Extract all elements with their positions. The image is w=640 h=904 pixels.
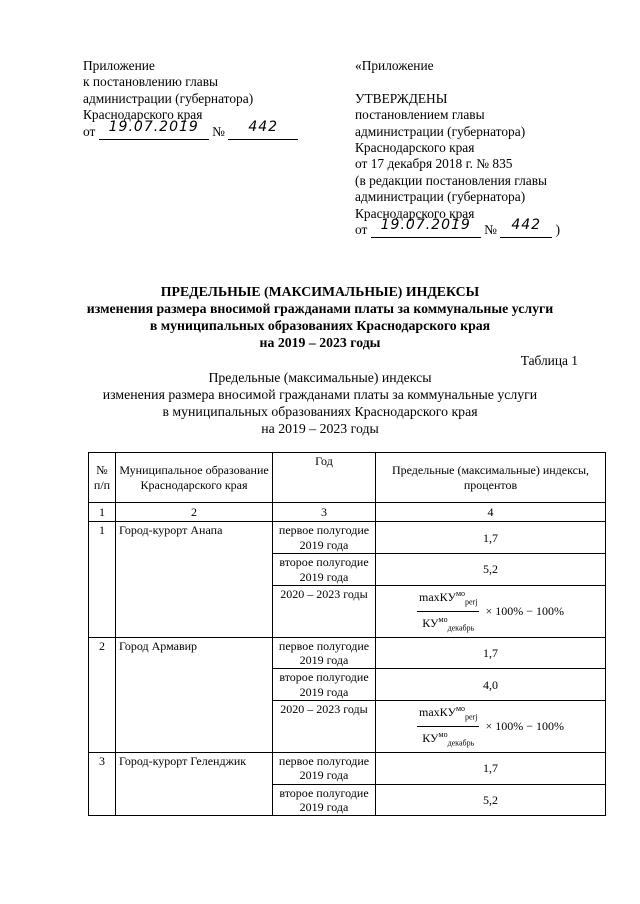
row-municipality: Город Армавир [116, 637, 273, 752]
left-date-line [83, 119, 313, 140]
formula-numerator: maxКУ$^{мо}_{perj}$ [417, 587, 479, 612]
right-date-prefix: от [355, 222, 368, 238]
formula-denominator: $КУ^{мо}_{декабрь}$ [422, 730, 475, 748]
title-line-4: на 2019 – 2023 годы [259, 335, 381, 350]
right-date-handwritten: 19.07.2019 [380, 217, 471, 234]
row-index-value: 1,7 [376, 752, 606, 784]
formula-tail: × 100% − 100% [485, 604, 564, 619]
row-index-formula [376, 586, 606, 638]
document-title [60, 283, 580, 351]
col-number-4: 4 [376, 503, 606, 522]
row-index-formula [376, 701, 606, 753]
row-number: 2 [89, 637, 116, 752]
formula-tail: × 100% − 100% [485, 719, 564, 734]
left-number-handwritten: 442 [248, 119, 279, 136]
table-caption [60, 369, 580, 437]
row-index-value: 4,0 [376, 669, 606, 701]
indices-table [88, 452, 606, 816]
col-number-1: 1 [89, 503, 116, 522]
caption-line-2: изменения размера вносимой гражданами платы за коммунальные услуги [102, 387, 538, 402]
row-period: 2020 – 2023 годы [273, 586, 376, 638]
row-period: второе полугодие 2019 года [273, 669, 376, 701]
formula-numerator: maxКУ$^{мо}_{perj}$ [417, 702, 479, 727]
right-date-line [355, 217, 595, 238]
right-header-line-1: «Приложение [355, 58, 434, 73]
right-header-line-4: администрации (губернатора) [355, 123, 526, 139]
caption-line-4: на 2019 – 2023 годы [261, 421, 379, 436]
right-header-line-6: от 17 декабря 2018 г. № 835 [355, 156, 513, 172]
row-period: первое полугодие 2019 года [273, 752, 376, 784]
right-header-line-5: Краснодарского края [355, 140, 475, 156]
caption-line-3: в муниципальных образованиях Краснодарского края [162, 404, 478, 419]
left-number-field [228, 119, 298, 140]
formula-fraction [417, 587, 479, 636]
right-header-line-9: Краснодарского края [355, 205, 475, 221]
right-date-field [371, 217, 481, 238]
left-header-line-3: администрации (губернатора) [83, 90, 254, 106]
left-header [83, 58, 313, 140]
header-municipality: Муниципальное образование Краснодарского края [116, 453, 273, 503]
header-number: № п/п [89, 453, 116, 503]
right-close-paren: ) [555, 222, 561, 238]
table-row [89, 522, 606, 554]
right-header-line-3: постановлением главы [355, 107, 485, 123]
formula-fraction [417, 702, 479, 751]
row-period: второе полугодие 2019 года [273, 784, 376, 816]
table-label: Таблица 1 [520, 353, 578, 368]
left-header-line-1: Приложение [83, 58, 155, 73]
row-period: 2020 – 2023 годы [273, 701, 376, 753]
right-number-handwritten: 442 [511, 217, 542, 234]
row-period: первое полугодие 2019 года [273, 522, 376, 554]
header-year: Год [273, 453, 376, 503]
right-header-line-2: УТВЕРЖДЕНЫ [355, 90, 448, 106]
title-line-3: в муниципальных образованиях Краснодарского края [149, 318, 491, 333]
caption-line-1: Предельные (максимальные) индексы [208, 370, 432, 385]
left-header-line-2: к постановлению главы [83, 74, 219, 90]
row-period: первое полугодие 2019 года [273, 637, 376, 669]
row-index-value: 1,7 [376, 522, 606, 554]
left-number-prefix: № [212, 123, 225, 139]
index-formula [417, 702, 564, 751]
row-period: второе полугодие 2019 года [273, 554, 376, 586]
col-number-3: 3 [273, 503, 376, 522]
title-line-1: ПРЕДЕЛЬНЫЕ (МАКСИМАЛЬНЫЕ) ИНДЕКСЫ [160, 284, 480, 299]
row-municipality: Город-курорт Анапа [116, 522, 273, 637]
title-line-2: изменения размера вносимой гражданами платы за коммунальные услуги [86, 301, 554, 316]
row-index-value: 5,2 [376, 554, 606, 586]
index-formula [417, 587, 564, 636]
right-header [355, 58, 595, 238]
row-number: 1 [89, 522, 116, 637]
table-row [89, 637, 606, 669]
left-date-prefix: от [83, 123, 96, 139]
left-date-handwritten: 19.07.2019 [108, 119, 199, 136]
row-municipality: Город-курорт Геленджик [116, 752, 273, 816]
formula-denominator: $КУ^{мо}_{декабрь}$ [422, 614, 475, 633]
row-number: 3 [89, 752, 116, 816]
left-date-field [99, 119, 209, 140]
row-index-value: 1,7 [376, 637, 606, 669]
right-header-line-8: администрации (губернатора) [355, 189, 526, 205]
table-row [89, 752, 606, 784]
right-number-field [500, 217, 552, 238]
right-number-prefix: № [484, 222, 497, 238]
header-indices: Предельные (максимальные) индексы, процентов [376, 453, 606, 503]
col-number-2: 2 [116, 503, 273, 522]
right-header-line-7: (в редакции постановления главы [355, 172, 548, 188]
left-header-line-4: Краснодарского края [83, 107, 203, 123]
row-index-value: 5,2 [376, 784, 606, 816]
